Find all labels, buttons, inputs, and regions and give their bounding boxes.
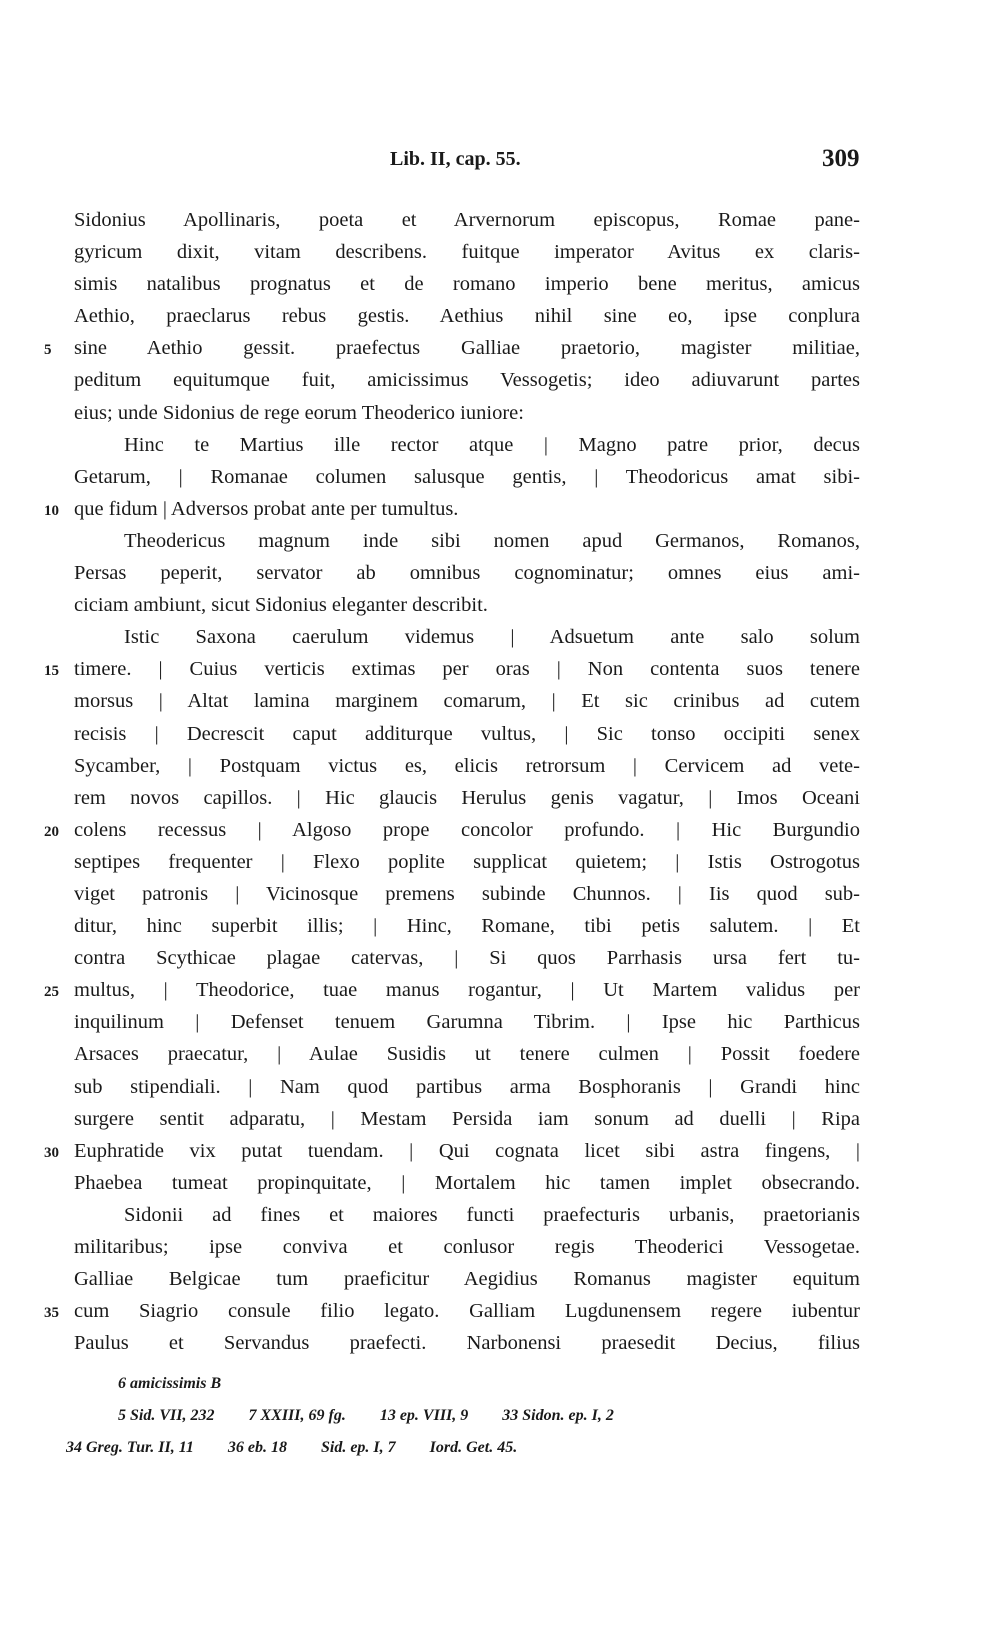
line-text: surgere sentit adparatu, | Mestam Persida iam sonum ad duelli | Ripa bbox=[74, 1107, 860, 1130]
text-line bbox=[44, 1135, 860, 1167]
text-line bbox=[44, 493, 860, 525]
line-text: viget patronis | Vicinosque premens subinde Chunnos. | Iis quod sub- bbox=[74, 882, 860, 905]
line-text: que fidum | Adversos probat ante per tumultus. bbox=[74, 497, 459, 520]
line-text: ciciam ambiunt, sicut Sidonius eleganter describit. bbox=[74, 594, 488, 617]
text-line bbox=[74, 397, 860, 429]
text-line bbox=[74, 1199, 860, 1231]
line-text: Getarum, | Romanae columen salusque gentis, | Theodoricus amat sibi- bbox=[74, 465, 860, 488]
line-number: 30 bbox=[44, 1144, 59, 1161]
running-title: Lib. II, cap. 55. bbox=[390, 148, 521, 170]
text-line bbox=[74, 461, 860, 493]
line-text: gyricum dixit, vitam describens. fuitque imperator Avitus ex claris- bbox=[74, 241, 860, 264]
text-line bbox=[74, 782, 860, 814]
line-text: Hinc te Martius ille rector atque | Magno patre prior, decus bbox=[124, 433, 860, 456]
line-text: multus, | Theodorice, tuae manus rogantur, | Ut Martem validus per bbox=[74, 979, 860, 1002]
line-text: Sycamber, | Postquam victus es, elicis retrorsum | Cervicem ad vete- bbox=[74, 754, 860, 777]
line-text: Persas peperit, servator ab omnibus cognominatur; omnes eius ami- bbox=[74, 562, 860, 585]
text-line bbox=[74, 942, 860, 974]
text-line bbox=[74, 621, 860, 653]
line-text: simis natalibus prognatus et de romano imperio bene meritus, amicus bbox=[74, 273, 860, 296]
line-number: 15 bbox=[44, 663, 59, 680]
text-line bbox=[74, 1038, 860, 1070]
text-line bbox=[74, 750, 860, 782]
running-header bbox=[0, 145, 1000, 178]
text-line bbox=[74, 300, 860, 332]
line-text: sub stipendiali. | Nam quod partibus arma Bosphoranis | Grandi hinc bbox=[74, 1075, 860, 1098]
line-text: sine Aethio gessit. praefectus Galliae praetorio, magister militiae, bbox=[74, 337, 860, 360]
reference-item: 13 ep. VIII, 9 bbox=[379, 1407, 469, 1424]
line-text: Galliae Belgicae tum praeficitur Aegidius Romanus magister equitum bbox=[74, 1268, 860, 1291]
source-references bbox=[66, 1400, 866, 1464]
text-line bbox=[74, 846, 860, 878]
reference-item: 5 Sid. VII, 232 bbox=[118, 1407, 215, 1424]
text-line bbox=[74, 525, 860, 557]
line-number: 5 bbox=[44, 342, 52, 359]
page-number: 309 bbox=[822, 145, 860, 172]
reference-item: Iord. Get. 45. bbox=[429, 1439, 518, 1456]
line-text: Paulus et Servandus praefecti. Narbonensi praesedit Decius, filius bbox=[74, 1332, 860, 1355]
reference-item: 33 Sidon. ep. I, 2 bbox=[502, 1407, 614, 1424]
text-line bbox=[44, 1295, 860, 1327]
text-line bbox=[74, 1327, 860, 1359]
line-text: peditum equitumque fuit, amicissimus Vessogetis; ideo adiuvarunt partes bbox=[74, 369, 860, 392]
text-line bbox=[74, 364, 860, 396]
line-text: rem novos capillos. | Hic glaucis Herulus genis vagatur, | Imos Oceani bbox=[74, 786, 860, 809]
text-line bbox=[74, 878, 860, 910]
reference-line bbox=[66, 1432, 866, 1464]
text-line bbox=[74, 1006, 860, 1038]
reference-line bbox=[66, 1400, 866, 1432]
line-text: Aethio, praeclarus rebus gestis. Aethius nihil sine eo, ipse conplura bbox=[74, 305, 860, 328]
line-text: timere. | Cuius verticis extimas per oras | Non contenta suos tenere bbox=[74, 658, 860, 681]
line-text: eius; unde Sidonius de rege eorum Theoderico iuniore: bbox=[74, 401, 524, 424]
reference-item: 34 Greg. Tur. II, 11 bbox=[66, 1439, 194, 1456]
line-number: 25 bbox=[44, 984, 59, 1001]
line-text: Euphratide vix putat tuendam. | Qui cognata licet sibi astra fingens, | bbox=[74, 1139, 860, 1162]
line-text: colens recessus | Algoso prope concolor profundo. | Hic Burgundio bbox=[74, 818, 860, 841]
text-line bbox=[44, 332, 860, 364]
critical-apparatus bbox=[66, 1368, 866, 1400]
line-text: morsus | Altat lamina marginem comarum, | Et sic crinibus ad cutem bbox=[74, 690, 860, 713]
text-line bbox=[74, 685, 860, 717]
text-line bbox=[74, 557, 860, 589]
line-text: Istic Saxona caerulum videmus | Adsuetum ante salo solum bbox=[124, 626, 860, 649]
text-line bbox=[74, 429, 860, 461]
apparatus-note: 6 amicissimis B bbox=[118, 1375, 222, 1392]
line-text: inquilinum | Defenset tenuem Garumna Tibrim. | Ipse hic Parthicus bbox=[74, 1011, 860, 1034]
text-line bbox=[74, 589, 860, 621]
line-text: Arsaces praecatur, | Aulae Susidis ut tenere culmen | Possit foedere bbox=[74, 1043, 860, 1066]
text-line bbox=[74, 1103, 860, 1135]
reference-item: Sid. ep. I, 7 bbox=[320, 1439, 396, 1456]
text-line bbox=[74, 268, 860, 300]
text-line bbox=[74, 910, 860, 942]
line-number: 35 bbox=[44, 1305, 59, 1322]
line-text: cum Siagrio consule filio legato. Galliam Lugdunensem regere iubentur bbox=[74, 1300, 860, 1323]
line-number: 10 bbox=[44, 502, 59, 519]
text-line bbox=[74, 1071, 860, 1103]
line-text: Sidonius Apollinaris, poeta et Arvernorum episcopus, Romae pane- bbox=[74, 209, 860, 231]
line-text: contra Scythicae plagae catervas, | Si quos Parrhasis ursa fert tu- bbox=[74, 947, 860, 970]
text-line bbox=[44, 653, 860, 685]
line-number: 20 bbox=[44, 823, 59, 840]
reference-item: 7 XXIII, 69 fg. bbox=[248, 1407, 346, 1424]
line-text: militaribus; ipse conviva et conlusor regis Theoderici Vessogetae. bbox=[74, 1236, 860, 1258]
main-text bbox=[44, 204, 860, 1359]
text-line bbox=[74, 204, 860, 236]
line-text: Phaebea tumeat propinquitate, | Mortalem hic tamen implet obsecrando. bbox=[74, 1171, 860, 1194]
line-text: Sidonii ad fines et maiores functi praefecturis urbanis, praetorianis bbox=[124, 1203, 860, 1226]
text-line bbox=[74, 236, 860, 268]
text-line bbox=[74, 718, 860, 750]
reference-item: 36 eb. 18 bbox=[227, 1439, 287, 1456]
line-text: septipes frequenter | Flexo poplite supplicat quietem; | Istis Ostrogotus bbox=[74, 850, 860, 873]
text-line bbox=[44, 814, 860, 846]
text-line bbox=[44, 974, 860, 1006]
line-text: Theodericus magnum inde sibi nomen apud Germanos, Romanos, bbox=[124, 529, 860, 552]
line-text: ditur, hinc superbit illis; | Hinc, Romane, tibi petis salutem. | Et bbox=[74, 915, 860, 938]
footnotes bbox=[66, 1368, 866, 1464]
text-line bbox=[74, 1231, 860, 1263]
text-line bbox=[74, 1263, 860, 1295]
text-line bbox=[74, 1167, 860, 1199]
line-text: recisis | Decrescit caput additurque vultus, | Sic tonso occipiti senex bbox=[74, 722, 860, 745]
